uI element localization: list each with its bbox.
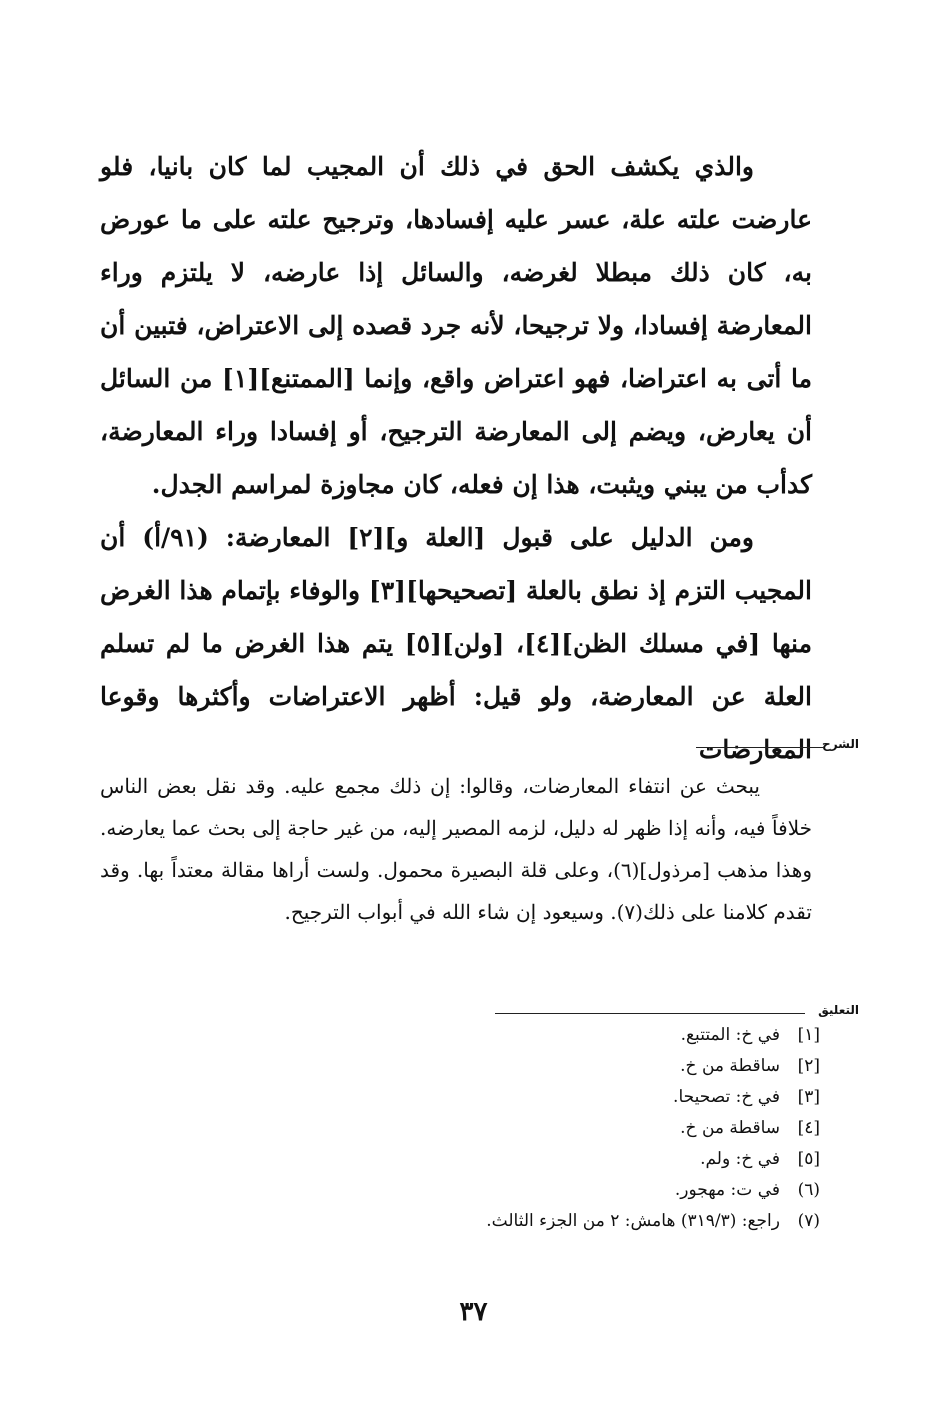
footnote bbox=[340, 1082, 820, 1113]
footnote-text: في خ: ولم. bbox=[700, 1149, 780, 1169]
footnote-number: (٦) bbox=[797, 1180, 820, 1200]
footnote bbox=[340, 1206, 820, 1237]
footnote-text: ساقطة من خ. bbox=[680, 1056, 780, 1076]
main-paragraph-2: ومن الدليل على قبول [العلة و][٢] المعارضة: (٩١/أ) أن المجيب التزم إذ نطق بالعلة [تصحيحها][٣] والوفاء بإتمام هذا الغرض منها [في مسلك الظن][٤]، [ولن][٥] يتم هذا الغرض ما لم تسلم العلة عن المعارضة، ولو قيل: أظهر الاعتراضات وأكثرها وقوعا المعارضات bbox=[100, 523, 812, 764]
footnote-text: راجع: (٣١٩/٣) هامش: ٢ من الجزء الثالث. bbox=[486, 1211, 780, 1231]
footnote bbox=[340, 1020, 820, 1051]
footnote bbox=[340, 1113, 820, 1144]
main-text bbox=[100, 140, 812, 776]
footnote-text: في خ: المتتبع. bbox=[680, 1025, 780, 1045]
footnotes bbox=[340, 1020, 820, 1237]
footnote-number: [١] bbox=[797, 1025, 820, 1045]
footnote-text: في ت: مهجور. bbox=[674, 1180, 780, 1200]
footnote-number: (٧) bbox=[797, 1211, 820, 1231]
footnote-number: [٣] bbox=[797, 1087, 820, 1107]
footnote bbox=[340, 1144, 820, 1175]
sharh-label: الشرح bbox=[822, 737, 859, 751]
page-number: ٣٧ bbox=[459, 1297, 488, 1327]
taaliq-label: التعليق bbox=[818, 1003, 859, 1017]
taaliq-divider bbox=[495, 1013, 805, 1014]
footnote bbox=[340, 1175, 820, 1206]
footnote-text: ساقطة من خ. bbox=[680, 1118, 780, 1138]
footnote bbox=[340, 1051, 820, 1082]
footnote-number: [٢] bbox=[797, 1056, 820, 1076]
main-paragraph-1: والذي يكشف الحق في ذلك أن المجيب لما كان بانيا، فلو عارضت علته علة، عسر عليه إفسادها، وترجيح علته على ما عورض به، كان ذلك مبطلا لغرضه، والسائل إذا عارضه، لا يلتزم وراء المعارضة إفسادا، ولا ترجيحا، لأنه جرد قصده إلى الاعتراض، فتبين أن ما أتى به اعتراضا، فهو اعتراض واقع، وإنما [الممتنع][١] من السائل أن يعارض، ويضم إلى المعارضة الترجيح، أو إفسادا وراء المعارضة، كدأب من يبني ويثبت، هذا إن فعله، كان مجاوزة لمراسم الجدل. bbox=[100, 152, 812, 499]
footnote-number: [٥] bbox=[797, 1149, 820, 1169]
commentary-paragraph: يبحث عن انتفاء المعارضات، وقالوا: إن ذلك مجمع عليه. وقد نقل بعض الناس خلافاً فيه، وأنه إذا ظهر له دليل، لزمه المصير إليه، من غير حاجة إلى بحث عما يعارضه. وهذا مذهب [مرذول](٦)، وعلى قلة البصيرة محمول. ولست أراها مقالة معتداً بها. وقد تقدم كلامنا على ذلك(٧). وسيعود إن شاء الله في أبواب الترجيح. bbox=[100, 774, 812, 924]
footnote-text: في خ: تصحيحا. bbox=[673, 1087, 780, 1107]
sharh-divider bbox=[696, 747, 824, 748]
footnote-number: [٤] bbox=[797, 1118, 820, 1138]
commentary bbox=[100, 765, 812, 933]
